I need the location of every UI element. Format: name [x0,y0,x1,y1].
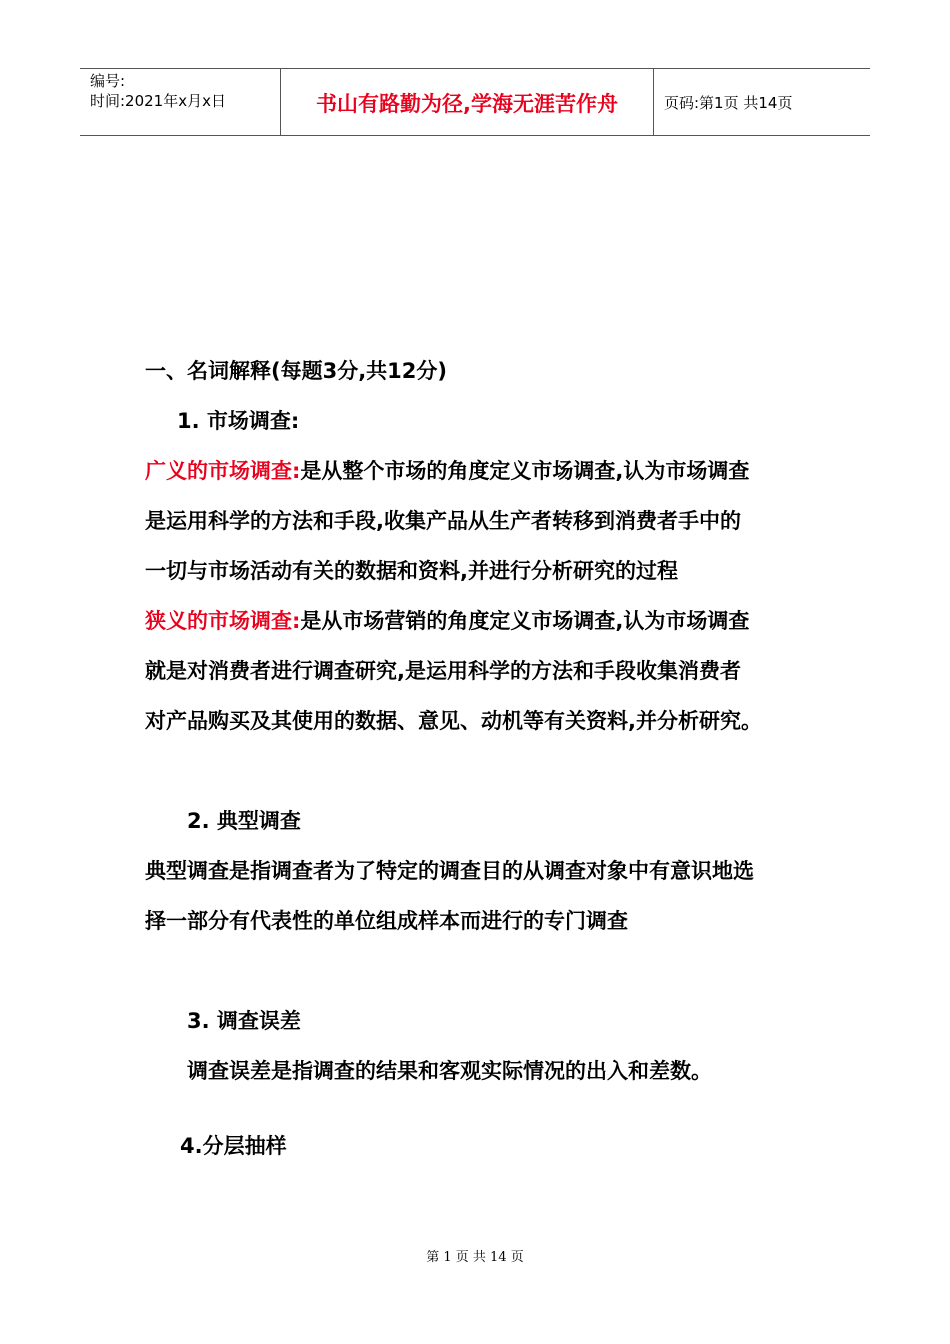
item2-line1: 典型调查是指调查者为了特定的调查目的从调查对象中有意识地选 [145,859,754,883]
item4-title: 4.分层抽样 [180,1134,287,1158]
narrow-definition-line2: 就是对消费者进行调查研究,是运用科学的方法和手段收集消费者 [145,659,741,683]
section-title: 一、名词解释(每题3分,共12分) [145,359,448,383]
page-header [80,68,870,136]
page-footer: 第 1 页 共 14 页 [426,1250,524,1265]
item2-title: 2. 典型调查 [187,809,301,833]
narrow-definition-line3: 对产品购买及其使用的数据、意见、动机等有关资料,并分析研究。 [145,709,762,733]
item1-title: 1. 市场调查: [177,409,300,433]
broad-definition-line2: 是运用科学的方法和手段,收集产品从生产者转移到消费者手中的 [145,509,741,533]
header-page-info: 页码:第1页 共14页 [664,93,793,112]
header-motto: 书山有路勤为径,学海无涯苦作舟 [281,69,654,135]
item2-line2: 择一部分有代表性的单位组成样本而进行的专门调查 [145,909,628,933]
doc-date: 时间:2021年x月x日 [90,92,226,110]
broad-definition-line1: 广义的市场调查:是从整个市场的角度定义市场调查,认为市场调查 [145,459,750,483]
broad-label: 广义的市场调查: [145,459,301,483]
broad-definition-line3: 一切与市场活动有关的数据和资料,并进行分析研究的过程 [145,559,678,583]
item3-title: 3. 调查误差 [187,1009,301,1033]
item3-line1: 调查误差是指调查的结果和客观实际情况的出入和差数。 [187,1059,712,1083]
narrow-definition-line1: 狭义的市场调查:是从市场营销的角度定义市场调查,认为市场调查 [145,609,750,633]
header-meta [80,69,281,135]
narrow-label: 狭义的市场调查: [145,609,301,633]
doc-number-label: 编号: [90,72,126,90]
